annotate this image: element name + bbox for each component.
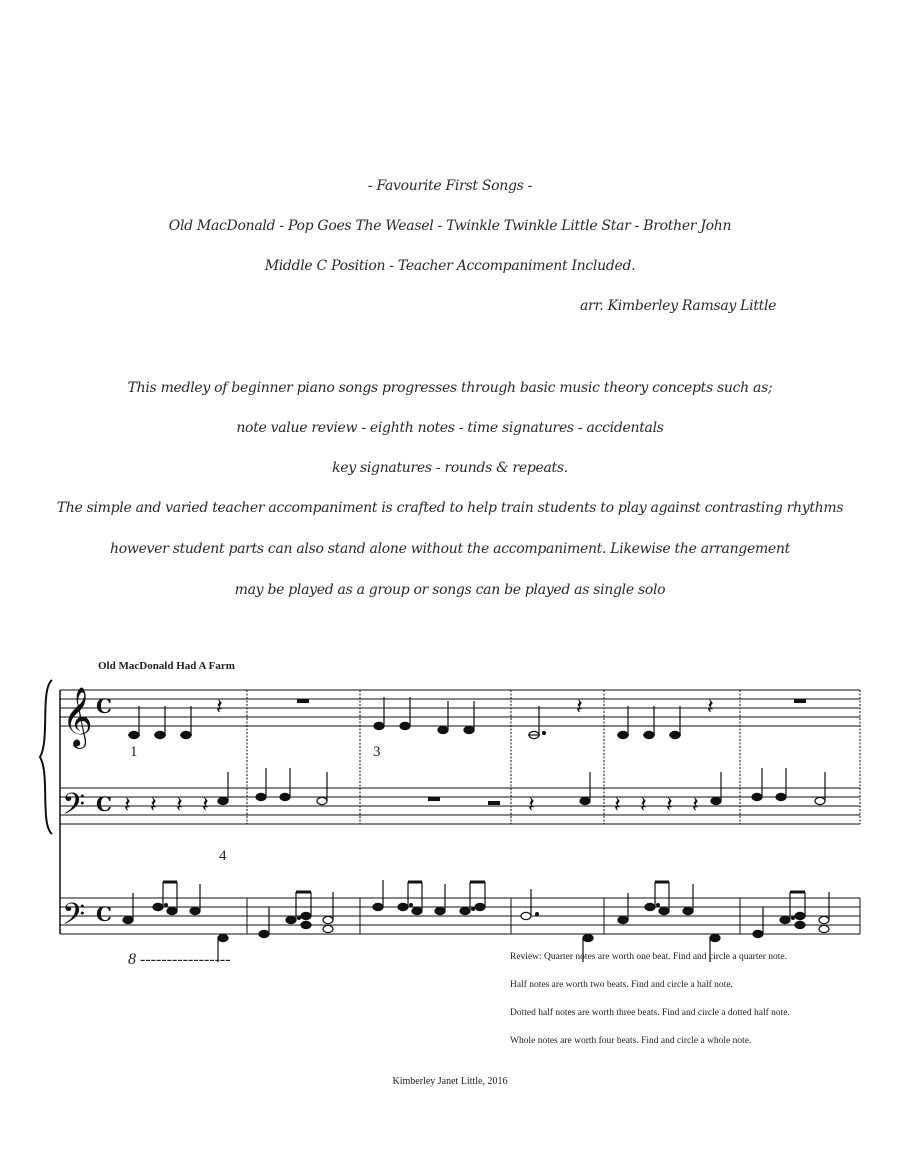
description-line-3: key signatures - rounds & repeats.	[332, 460, 568, 476]
review-note-1: Review: Quarter notes are worth one beat. Find and circle a quarter note.	[510, 952, 787, 962]
common-time-icon: C	[96, 694, 112, 718]
svg-text:𝄽: 𝄽	[176, 793, 183, 818]
review-note-3: Dotted half notes are worth three beats. Find and circle a dotted half note.	[510, 1008, 790, 1018]
song-list: Old MacDonald - Pop Goes The Weasel - Twinkle Twinkle Little Star - Brother John	[168, 218, 732, 234]
svg-text:𝄽: 𝄽	[640, 793, 647, 818]
finger-number: 1	[130, 744, 138, 760]
treble-notes	[128, 697, 806, 739]
barlines	[247, 690, 860, 934]
svg-text:𝄽: 𝄽	[576, 695, 583, 720]
review-note-2: Half notes are worth two beats. Find and circle a half note.	[510, 980, 733, 990]
copyright-footer: Kimberley Janet Little, 2016	[392, 1076, 508, 1087]
review-note-4: Whole notes are worth four beats. Find and circle a whole note.	[510, 1036, 752, 1046]
common-time-icon-3: C	[96, 902, 112, 926]
svg-text:𝄽: 𝄽	[216, 695, 223, 720]
description-line-5: however student parts can also stand alone without the accompaniment. Likewise the arrangement	[110, 541, 790, 557]
score-title: Old MacDonald Had A Farm	[98, 660, 235, 672]
description-line-6: may be played as a group or songs can be played as single solo	[234, 582, 666, 598]
svg-text:𝄽: 𝄽	[150, 793, 157, 818]
grand-staff-brace	[40, 680, 52, 834]
collection-title: - Favourite First Songs -	[367, 178, 533, 194]
svg-text:𝄽: 𝄽	[124, 793, 131, 818]
bass-clef-icon-2: 𝄢	[62, 898, 86, 939]
bass-clef-icon: 𝄢	[62, 788, 86, 829]
svg-text:𝄽: 𝄽	[707, 695, 714, 720]
common-time-icon-2: C	[96, 792, 112, 816]
svg-text:𝄽: 𝄽	[692, 793, 699, 818]
svg-text:𝄽: 𝄽	[614, 793, 621, 818]
finger-number: 3	[373, 744, 381, 760]
description-line-1: This medley of beginner piano songs progresses through basic music theory concepts such as;	[127, 380, 773, 396]
svg-text:𝄽: 𝄽	[666, 793, 673, 818]
description-line-2: note value review - eighth notes - time signatures - accidentals	[236, 420, 664, 436]
measure-number: 4	[219, 848, 227, 864]
svg-text:𝄽: 𝄽	[528, 793, 535, 818]
svg-text:𝄽: 𝄽	[202, 793, 209, 818]
bass-notes	[218, 768, 825, 805]
teacher-notes	[123, 880, 829, 962]
arranger-credit: arr. Kimberley Ramsay Little	[580, 298, 777, 314]
ottava-marking: 8 -----------------	[128, 951, 231, 968]
position-note: Middle C Position - Teacher Accompaniment Included.	[264, 258, 636, 274]
description-line-4: The simple and varied teacher accompaniment is crafted to help train students to play against contrasting rhythms	[56, 500, 844, 516]
treble-clef-icon: 𝄞	[62, 687, 93, 747]
